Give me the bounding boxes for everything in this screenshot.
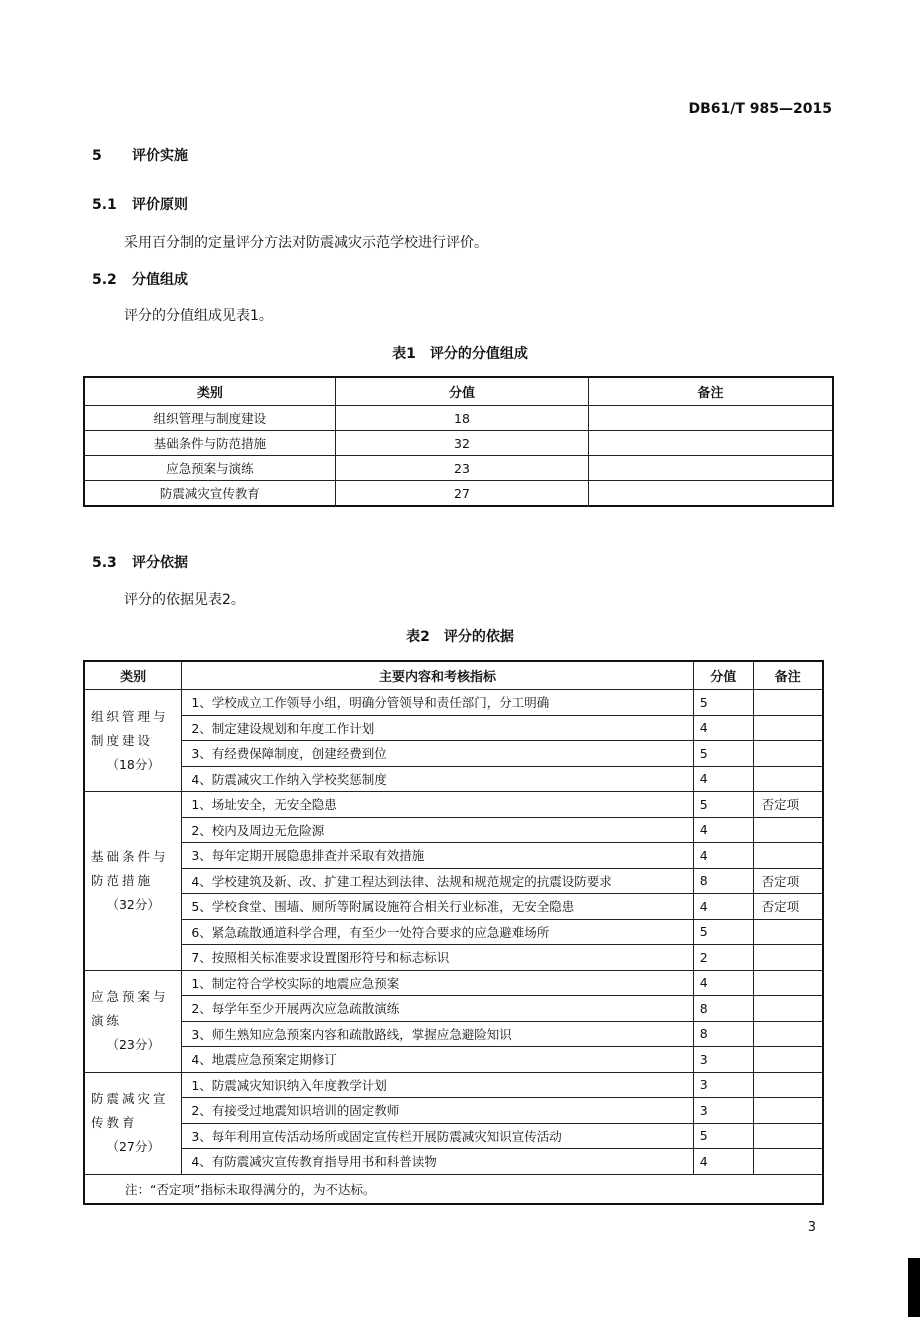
section-5-2-heading	[92, 269, 188, 289]
col-header-note: 备注	[589, 377, 833, 406]
standard-code: DB61/T 985—2015	[688, 101, 832, 117]
section-5-1-heading	[92, 194, 188, 214]
table-row	[84, 843, 823, 869]
col-header-category: 类别	[84, 661, 182, 690]
cell-score: 8	[693, 1021, 753, 1047]
cell-content: 4、防震减灾工作纳入学校奖惩制度	[182, 766, 693, 792]
cell-score: 4	[693, 894, 753, 920]
cell-note	[753, 766, 823, 792]
table-row	[84, 1047, 823, 1073]
table-footnote: 注：“否定项”指标未取得满分的，为不达标。	[84, 1174, 823, 1204]
cell-content: 2、制定建设规划和年度工作计划	[182, 715, 693, 741]
cell-note	[753, 1072, 823, 1098]
col-header-note: 备注	[753, 661, 823, 690]
group-name: 防震减灾宣传教育	[91, 1091, 169, 1130]
table-footnote-row	[84, 1174, 823, 1204]
cell-note	[753, 1021, 823, 1047]
section-number: 5	[92, 148, 102, 164]
cell-score: 4	[693, 843, 753, 869]
cell-note	[753, 996, 823, 1022]
section-number: 5.3	[92, 555, 117, 571]
cell-note	[753, 970, 823, 996]
group-category-cell	[84, 690, 182, 792]
table-row	[84, 431, 833, 456]
section-5-3-body: 评分的依据见表2。	[124, 592, 245, 608]
cell-category: 防震减灾宣传教育	[84, 481, 335, 507]
cell-score: 27	[335, 481, 588, 507]
cell-note	[753, 945, 823, 971]
table-row	[84, 817, 823, 843]
group-name: 基础条件与防范措施	[91, 848, 169, 888]
section-title: 评分依据	[132, 555, 188, 571]
cell-score: 8	[693, 868, 753, 894]
cell-content: 3、有经费保障制度，创建经费到位	[182, 741, 693, 767]
table-row	[84, 1021, 823, 1047]
table-row	[84, 1072, 823, 1098]
table-row	[84, 1123, 823, 1149]
table-row	[84, 792, 823, 818]
table-row	[84, 690, 823, 716]
cell-content: 1、场址安全，无安全隐患	[182, 792, 693, 818]
cell-score: 2	[693, 945, 753, 971]
cell-score: 32	[335, 431, 588, 456]
cell-score: 3	[693, 1047, 753, 1073]
cell-note	[753, 919, 823, 945]
cell-score: 3	[693, 1072, 753, 1098]
section-5-2-body: 评分的分值组成见表1。	[124, 308, 273, 324]
cell-note	[753, 1047, 823, 1073]
table1-caption: 表1 评分的分值组成	[392, 346, 528, 362]
cell-content: 2、校内及周边无危险源	[182, 817, 693, 843]
group-points: （27分）	[106, 1139, 160, 1154]
cell-note	[753, 1123, 823, 1149]
table-row	[84, 456, 833, 481]
col-header-category: 类别	[84, 377, 335, 406]
table-header-row	[84, 661, 823, 690]
cell-score: 5	[693, 1123, 753, 1149]
table-row	[84, 766, 823, 792]
section-number: 5.2	[92, 272, 117, 288]
table2-caption: 表2 评分的依据	[406, 629, 514, 645]
cell-note	[753, 1098, 823, 1124]
cell-content: 4、地震应急预案定期修订	[182, 1047, 693, 1073]
table-row	[84, 1149, 823, 1175]
group-points: （32分）	[106, 896, 160, 912]
section-5-heading	[92, 145, 188, 165]
cell-category: 应急预案与演练	[84, 456, 335, 481]
section-5-3-heading	[92, 552, 188, 572]
table-row	[84, 868, 823, 894]
cell-note	[753, 1149, 823, 1175]
col-header-score: 分值	[693, 661, 753, 690]
cell-note	[589, 456, 833, 481]
cell-category: 基础条件与防范措施	[84, 431, 335, 456]
group-points: （18分）	[106, 756, 160, 772]
cell-note	[753, 843, 823, 869]
table-row	[84, 945, 823, 971]
cell-note: 否定项	[753, 792, 823, 818]
table-row	[84, 715, 823, 741]
table-row	[84, 741, 823, 767]
table-row	[84, 1098, 823, 1124]
section-title: 分值组成	[132, 272, 188, 288]
cell-note	[589, 481, 833, 507]
cell-score: 4	[693, 766, 753, 792]
cell-note	[753, 741, 823, 767]
section-title: 评价原则	[132, 197, 188, 213]
group-name: 组织管理与制度建设	[91, 708, 169, 748]
cell-content: 2、每学年至少开展两次应急疏散演练	[182, 996, 693, 1022]
cell-category: 组织管理与制度建设	[84, 406, 335, 431]
table-header-row	[84, 377, 833, 406]
cell-note	[753, 690, 823, 716]
col-header-content: 主要内容和考核指标	[182, 661, 693, 690]
table-row	[84, 919, 823, 945]
cell-score: 4	[693, 970, 753, 996]
cell-score: 4	[693, 715, 753, 741]
score-composition-table	[83, 376, 834, 507]
cell-score: 4	[693, 817, 753, 843]
group-category-cell	[84, 1072, 182, 1174]
section-number: 5.1	[92, 197, 117, 213]
scoring-criteria-table	[83, 660, 824, 1205]
cell-note: 否定项	[753, 868, 823, 894]
table-row	[84, 406, 833, 431]
cell-content: 4、学校建筑及新、改、扩建工程达到法律、法规和规范规定的抗震设防要求	[182, 868, 693, 894]
cell-content: 5、学校食堂、围墙、厕所等附属设施符合相关行业标准，无安全隐患	[182, 894, 693, 920]
cell-note: 否定项	[753, 894, 823, 920]
group-category-cell	[84, 792, 182, 971]
cell-note	[753, 715, 823, 741]
section-5-1-body: 采用百分制的定量评分方法对防震减灾示范学校进行评价。	[124, 235, 488, 251]
col-header-score: 分值	[335, 377, 588, 406]
cell-content: 4、有防震减灾宣传教育指导用书和科普读物	[182, 1149, 693, 1175]
cell-content: 2、有接受过地震知识培训的固定教师	[182, 1098, 693, 1124]
table-row	[84, 894, 823, 920]
cell-score: 5	[693, 690, 753, 716]
cell-note	[753, 817, 823, 843]
cell-note	[589, 406, 833, 431]
cell-score: 4	[693, 1149, 753, 1175]
cell-content: 3、每年定期开展隐患排查并采取有效措施	[182, 843, 693, 869]
page-number: 3	[807, 1220, 816, 1235]
group-points: （23分）	[106, 1037, 160, 1052]
section-title: 评价实施	[132, 148, 188, 164]
cell-content: 6、紧急疏散通道科学合理，有至少一处符合要求的应急避难场所	[182, 919, 693, 945]
cell-note	[589, 431, 833, 456]
cell-content: 1、制定符合学校实际的地震应急预案	[182, 970, 693, 996]
cell-score: 5	[693, 741, 753, 767]
cell-content: 1、防震减灾知识纳入年度教学计划	[182, 1072, 693, 1098]
cell-score: 5	[693, 792, 753, 818]
cell-score: 3	[693, 1098, 753, 1124]
table-row	[84, 996, 823, 1022]
cell-content: 3、师生熟知应急预案内容和疏散路线，掌握应急避险知识	[182, 1021, 693, 1047]
cell-score: 18	[335, 406, 588, 431]
table-row	[84, 970, 823, 996]
cell-score: 8	[693, 996, 753, 1022]
table-row	[84, 481, 833, 507]
cell-score: 23	[335, 456, 588, 481]
cell-score: 5	[693, 919, 753, 945]
scan-edge-mark	[908, 1258, 920, 1317]
group-name: 应急预案与演练	[91, 989, 169, 1028]
group-category-cell	[84, 970, 182, 1072]
cell-content: 7、按照相关标准要求设置图形符号和标志标识	[182, 945, 693, 971]
cell-content: 1、学校成立工作领导小组，明确分管领导和责任部门，分工明确	[182, 690, 693, 716]
cell-content: 3、每年利用宣传活动场所或固定宣传栏开展防震减灾知识宣传活动	[182, 1123, 693, 1149]
